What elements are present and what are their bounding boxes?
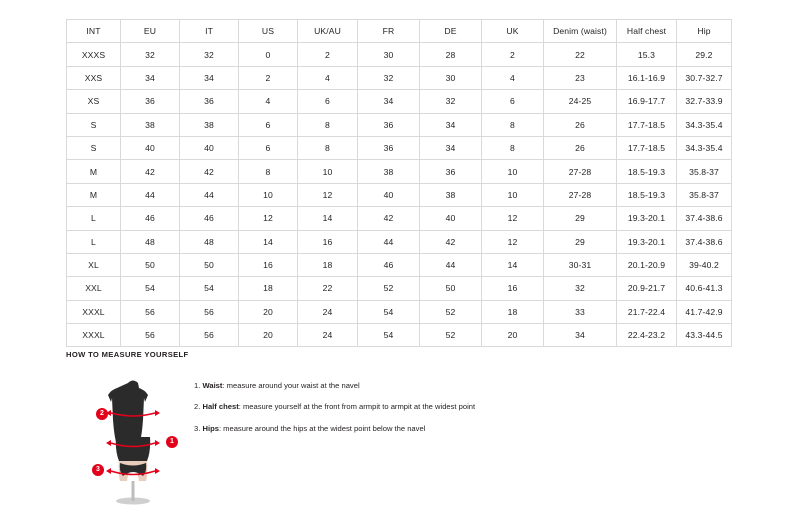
- table-cell: 22: [544, 43, 617, 66]
- table-cell: 54: [121, 277, 180, 300]
- table-cell: L: [67, 230, 121, 253]
- table-cell: 56: [121, 300, 180, 323]
- table-cell: 44: [180, 183, 239, 206]
- table-cell: 40: [358, 183, 420, 206]
- measurement-instruction: [194, 382, 475, 390]
- table-cell: 4: [239, 90, 298, 113]
- measurement-instruction: [194, 403, 475, 411]
- table-cell: 21.7-22.4: [617, 300, 677, 323]
- table-cell: 38: [180, 113, 239, 136]
- instruction-term: Hips: [202, 423, 219, 433]
- table-cell: 14: [239, 230, 298, 253]
- table-cell: XXXS: [67, 43, 121, 66]
- table-cell: 52: [420, 300, 482, 323]
- table-cell: 34: [420, 136, 482, 159]
- table-cell: S: [67, 113, 121, 136]
- table-header-cell: Half chest: [617, 20, 677, 43]
- table-cell: 18: [482, 300, 544, 323]
- table-cell: 30: [420, 66, 482, 89]
- measurement-instruction: [194, 425, 475, 433]
- table-cell: 42: [121, 160, 180, 183]
- table-header-cell: FR: [358, 20, 420, 43]
- instruction-number: 3.: [194, 423, 201, 433]
- table-row: [67, 207, 732, 230]
- table-cell: 12: [239, 207, 298, 230]
- table-cell: 48: [180, 230, 239, 253]
- table-row: [67, 43, 732, 66]
- table-header-cell: IT: [180, 20, 239, 43]
- instruction-text: : measure around the hips at the widest point below the navel: [218, 423, 426, 433]
- table-header-cell: DE: [420, 20, 482, 43]
- mannequin-illustration: [102, 377, 164, 505]
- table-cell: 20.1-20.9: [617, 253, 677, 276]
- table-cell: 54: [180, 277, 239, 300]
- table-cell: 18: [239, 277, 298, 300]
- instruction-text: : measure around your waist at the navel: [222, 381, 360, 390]
- table-cell: 40: [121, 136, 180, 159]
- table-row: [67, 113, 732, 136]
- marker-waist: 1: [166, 436, 178, 448]
- table-cell: 34: [180, 66, 239, 89]
- table-cell: 44: [420, 253, 482, 276]
- table-cell: 14: [482, 253, 544, 276]
- table-cell: 50: [180, 253, 239, 276]
- table-cell: 34: [358, 90, 420, 113]
- table-cell: 46: [121, 207, 180, 230]
- table-cell: 48: [121, 230, 180, 253]
- table-cell: 24-25: [544, 90, 617, 113]
- table-cell: 15.3: [617, 43, 677, 66]
- table-cell: 32: [358, 66, 420, 89]
- table-cell: 50: [121, 253, 180, 276]
- table-cell: 32: [121, 43, 180, 66]
- table-cell: 50: [420, 277, 482, 300]
- how-to-measure-title: HOW TO MEASURE YOURSELF: [66, 350, 189, 359]
- table-cell: 30.7-32.7: [677, 66, 732, 89]
- instruction-number: 2.: [194, 402, 201, 412]
- size-table-container: [66, 19, 731, 347]
- table-row: [67, 277, 732, 300]
- table-cell: 17.7-18.5: [617, 136, 677, 159]
- table-cell: 26: [544, 113, 617, 136]
- table-cell: 36: [121, 90, 180, 113]
- table-cell: 34: [121, 66, 180, 89]
- table-cell: 37.4-38.6: [677, 230, 732, 253]
- table-cell: 36: [420, 160, 482, 183]
- table-cell: 32.7-33.9: [677, 90, 732, 113]
- table-cell: 8: [239, 160, 298, 183]
- table-cell: 56: [180, 324, 239, 347]
- table-cell: 41.7-42.9: [677, 300, 732, 323]
- table-cell: 36: [358, 113, 420, 136]
- table-cell: XXXL: [67, 324, 121, 347]
- table-cell: XXXL: [67, 300, 121, 323]
- table-cell: 22: [298, 277, 358, 300]
- table-row: [67, 230, 732, 253]
- table-cell: 40.6-41.3: [677, 277, 732, 300]
- marker-hips: 3: [92, 464, 104, 476]
- table-cell: 8: [482, 113, 544, 136]
- table-cell: 32: [180, 43, 239, 66]
- table-cell: 24: [298, 324, 358, 347]
- table-cell: 32: [420, 90, 482, 113]
- table-cell: 27-28: [544, 183, 617, 206]
- size-table-body: [67, 43, 732, 347]
- table-cell: 54: [358, 324, 420, 347]
- table-cell: 44: [121, 183, 180, 206]
- table-cell: 33: [544, 300, 617, 323]
- table-cell: 56: [180, 300, 239, 323]
- table-cell: 18.5-19.3: [617, 183, 677, 206]
- table-row: [67, 66, 732, 89]
- how-to-measure-section: [66, 350, 746, 504]
- table-cell: 8: [482, 136, 544, 159]
- table-cell: 8: [298, 113, 358, 136]
- table-cell: XXS: [67, 66, 121, 89]
- table-cell: 36: [358, 136, 420, 159]
- table-row: [67, 324, 732, 347]
- table-header-row: [67, 20, 732, 43]
- table-header-cell: EU: [121, 20, 180, 43]
- measurement-figure: [66, 369, 186, 504]
- table-header-cell: US: [239, 20, 298, 43]
- table-cell: M: [67, 183, 121, 206]
- table-cell: 12: [298, 183, 358, 206]
- table-cell: 10: [239, 183, 298, 206]
- table-cell: 14: [298, 207, 358, 230]
- table-cell: 46: [358, 253, 420, 276]
- table-cell: XL: [67, 253, 121, 276]
- table-cell: 42: [420, 230, 482, 253]
- marker-half-chest: 2: [96, 408, 108, 420]
- table-cell: 19.3-20.1: [617, 230, 677, 253]
- table-cell: 6: [298, 90, 358, 113]
- table-cell: 30-31: [544, 253, 617, 276]
- table-row: [67, 136, 732, 159]
- table-cell: L: [67, 207, 121, 230]
- table-row: [67, 160, 732, 183]
- table-cell: 42: [358, 207, 420, 230]
- table-cell: 34: [420, 113, 482, 136]
- table-cell: XXL: [67, 277, 121, 300]
- table-cell: 16.9-17.7: [617, 90, 677, 113]
- table-cell: 18: [298, 253, 358, 276]
- table-cell: 43.3-44.5: [677, 324, 732, 347]
- table-cell: 10: [482, 160, 544, 183]
- table-cell: 12: [482, 230, 544, 253]
- table-cell: 42: [180, 160, 239, 183]
- instruction-term: Half chest: [202, 402, 239, 412]
- table-cell: 35.8-37: [677, 183, 732, 206]
- table-cell: 34.3-35.4: [677, 136, 732, 159]
- table-cell: 6: [482, 90, 544, 113]
- table-cell: 10: [482, 183, 544, 206]
- table-cell: 40: [420, 207, 482, 230]
- table-cell: 44: [358, 230, 420, 253]
- table-cell: 20: [239, 324, 298, 347]
- table-header-cell: Hip: [677, 20, 732, 43]
- table-cell: S: [67, 136, 121, 159]
- size-table: [66, 19, 732, 347]
- instruction-text: : measure yourself at the front from armpit to armpit at the widest point: [238, 402, 476, 412]
- table-row: [67, 300, 732, 323]
- table-cell: 34.3-35.4: [677, 113, 732, 136]
- table-cell: XS: [67, 90, 121, 113]
- table-header-cell: Denim (waist): [544, 20, 617, 43]
- table-cell: 29.2: [677, 43, 732, 66]
- table-cell: 18.5-19.3: [617, 160, 677, 183]
- instruction-number: 1.: [194, 381, 201, 390]
- table-cell: 38: [420, 183, 482, 206]
- measurement-instructions: [186, 369, 475, 446]
- table-cell: 52: [358, 277, 420, 300]
- table-header-cell: INT: [67, 20, 121, 43]
- table-cell: 40: [180, 136, 239, 159]
- table-cell: 20: [482, 324, 544, 347]
- table-cell: 6: [239, 136, 298, 159]
- table-cell: 24: [298, 300, 358, 323]
- table-cell: 2: [298, 43, 358, 66]
- table-cell: 56: [121, 324, 180, 347]
- table-cell: 22.4-23.2: [617, 324, 677, 347]
- table-cell: 54: [358, 300, 420, 323]
- table-cell: 17.7-18.5: [617, 113, 677, 136]
- table-cell: 16: [239, 253, 298, 276]
- table-row: [67, 183, 732, 206]
- table-cell: M: [67, 160, 121, 183]
- table-cell: 10: [298, 160, 358, 183]
- table-cell: 29: [544, 207, 617, 230]
- table-cell: 16.1-16.9: [617, 66, 677, 89]
- table-cell: 8: [298, 136, 358, 159]
- table-cell: 36: [180, 90, 239, 113]
- table-cell: 32: [544, 277, 617, 300]
- table-cell: 20: [239, 300, 298, 323]
- table-cell: 6: [239, 113, 298, 136]
- table-cell: 4: [298, 66, 358, 89]
- table-cell: 2: [482, 43, 544, 66]
- table-cell: 29: [544, 230, 617, 253]
- table-cell: 39-40.2: [677, 253, 732, 276]
- table-cell: 12: [482, 207, 544, 230]
- table-cell: 27-28: [544, 160, 617, 183]
- table-cell: 20.9-21.7: [617, 277, 677, 300]
- table-row: [67, 90, 732, 113]
- table-header-cell: UK: [482, 20, 544, 43]
- table-row: [67, 253, 732, 276]
- table-cell: 46: [180, 207, 239, 230]
- table-cell: 16: [482, 277, 544, 300]
- table-header-cell: UK/AU: [298, 20, 358, 43]
- table-cell: 0: [239, 43, 298, 66]
- table-cell: 35.8-37: [677, 160, 732, 183]
- table-cell: 2: [239, 66, 298, 89]
- table-cell: 34: [544, 324, 617, 347]
- table-cell: 38: [121, 113, 180, 136]
- table-cell: 4: [482, 66, 544, 89]
- table-cell: 28: [420, 43, 482, 66]
- table-cell: 38: [358, 160, 420, 183]
- table-cell: 37.4-38.6: [677, 207, 732, 230]
- table-cell: 16: [298, 230, 358, 253]
- size-table-head: [67, 20, 732, 43]
- table-cell: 23: [544, 66, 617, 89]
- table-cell: 52: [420, 324, 482, 347]
- table-cell: 30: [358, 43, 420, 66]
- instruction-term: Waist: [202, 381, 223, 390]
- table-cell: 19.3-20.1: [617, 207, 677, 230]
- how-to-measure-body: [66, 369, 746, 504]
- table-cell: 26: [544, 136, 617, 159]
